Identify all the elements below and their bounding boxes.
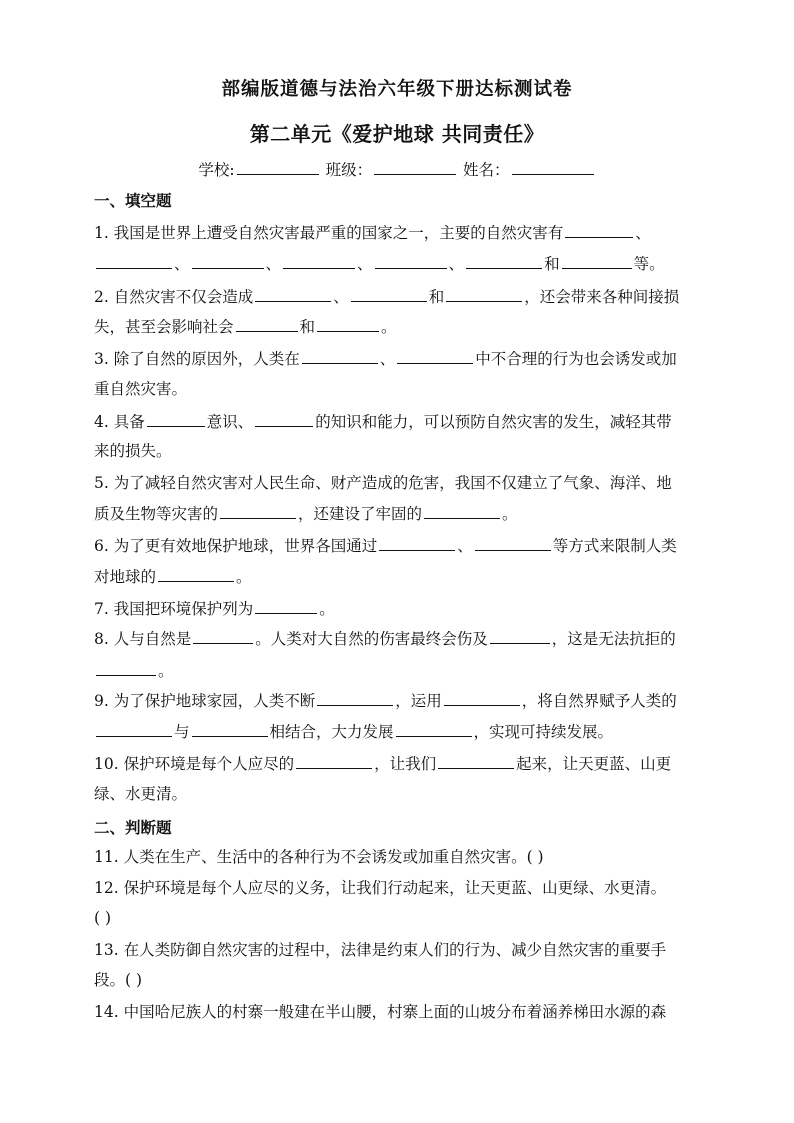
blank[interactable] [236, 316, 298, 332]
question-8-line-1 [94, 628, 714, 649]
q7-text: 7. 我国把环境保护列为 [94, 600, 254, 618]
sep: 、 [333, 288, 349, 306]
question-9-line-2 [94, 721, 714, 742]
question-13-line-1: 13. 在人类防御自然灾害的过程中，法律是约束人们的行为、减少自然灾害的重要手 [94, 941, 667, 959]
sep: 、 [357, 255, 373, 273]
blank[interactable] [255, 598, 317, 614]
question-11: 11. 人类在生产、生活中的各种行为不会诱发或加重自然灾害。( ) [94, 848, 544, 866]
and-text: 和 [544, 255, 560, 273]
question-10-line-1 [94, 753, 714, 774]
end-text: 。 [381, 318, 397, 336]
name-label: 姓名： [463, 161, 510, 179]
blank[interactable] [446, 286, 522, 302]
blank[interactable] [96, 721, 172, 737]
blank[interactable] [255, 411, 313, 427]
blank[interactable] [475, 535, 551, 551]
q6-text-end: 等方式来限制人类 [552, 537, 677, 555]
blank[interactable] [296, 753, 372, 769]
blank[interactable] [317, 316, 379, 332]
sep: 、 [265, 255, 282, 273]
blank[interactable] [96, 253, 172, 269]
student-info-row [0, 158, 794, 180]
unit-title: 第二单元《爱护地球 共同责任》 [249, 122, 545, 146]
q4-text: 4. 具备 [94, 413, 145, 431]
q10-text: 10. 保护环境是每个人应尽的 [94, 755, 295, 773]
with-text: 与 [174, 723, 190, 741]
end-text: 。 [502, 505, 518, 523]
blank[interactable] [565, 222, 633, 238]
question-3-line-1 [94, 348, 714, 369]
q10-text-end: 起来，让天更蓝、山更 [516, 755, 672, 773]
question-6-line-1 [94, 535, 714, 556]
and-text: 和 [428, 288, 445, 306]
blank[interactable] [96, 660, 156, 676]
blank[interactable] [220, 503, 296, 519]
q8-text: 8. 人与自然是 [94, 630, 192, 648]
q4-mid: 意识、 [206, 413, 254, 431]
sep: 、 [457, 537, 473, 555]
q4-text-end: 的知识和能力，可以预防自然灾害的发生，减轻其带 [315, 413, 672, 431]
q8-mid: 。人类对大自然的伤害最终会伤及 [255, 630, 488, 648]
q9-mid-2: 相结合，大力发展 [269, 723, 394, 741]
q6-text-2: 对地球的 [94, 568, 157, 586]
blank[interactable] [317, 690, 393, 706]
question-9-line-1 [94, 690, 714, 711]
blank[interactable] [562, 253, 632, 269]
q5-mid: ，还建设了牢固的 [298, 505, 423, 523]
question-2-line-2 [94, 316, 714, 337]
question-7 [94, 598, 714, 619]
end-text: 等。 [633, 255, 665, 273]
name-blank[interactable] [512, 159, 594, 175]
q9-text-end-2: ，实现可持续发展。 [473, 723, 614, 741]
blank[interactable] [283, 253, 355, 269]
q1-sep: 、 [635, 224, 651, 242]
blank[interactable] [147, 411, 205, 427]
q9-mid: ，运用 [395, 692, 442, 710]
q10-mid: ，让我们 [374, 755, 437, 773]
question-1-line-1 [94, 222, 714, 243]
q1-text: 1. 我国是世界上遭受自然灾害最严重的国家之一，主要的自然灾害有 [94, 224, 564, 242]
q2-text-end: ，还会带来各种间接损 [524, 288, 680, 306]
question-4-line-1 [94, 411, 714, 432]
section-judge: 二、判断题 [94, 818, 172, 837]
and-text: 和 [299, 318, 316, 336]
q3-text: 3. 除了自然的原因外，人类在 [94, 350, 300, 368]
paper-title: 部编版道德与法治六年级下册达标测试卷 [221, 79, 573, 100]
q2-text: 2. 自然灾害不仅会造成 [94, 288, 254, 306]
question-6-line-2 [94, 566, 714, 587]
question-4-line-2: 来的损失。 [94, 442, 172, 460]
question-3-line-2: 重自然灾害。 [94, 380, 188, 398]
end-text: 。 [319, 600, 335, 618]
q9-text-end: ，将自然界赋予人类的 [521, 692, 677, 710]
question-8-line-2 [94, 660, 714, 681]
blank[interactable] [396, 721, 472, 737]
blank[interactable] [351, 286, 427, 302]
question-5-line-1: 5. 为了减轻自然灾害对人民生命、财产造成的危害，我国不仅建立了气象、海洋、地 [94, 474, 672, 492]
sep: 、 [379, 350, 396, 368]
q3-text-end: 中不合理的行为也会诱发或加 [475, 350, 677, 368]
question-10-line-2: 绿、水更清。 [94, 785, 188, 803]
school-blank[interactable] [237, 159, 319, 175]
blank[interactable] [193, 628, 253, 644]
q6-text: 6. 为了更有效地保护地球，世界各国通过 [94, 537, 378, 555]
question-2-line-1 [94, 286, 714, 307]
blank[interactable] [302, 348, 378, 364]
blank[interactable] [255, 286, 331, 302]
q9-text: 9. 为了保护地球家园，人类不断 [94, 692, 316, 710]
end-text: 。 [158, 662, 174, 680]
blank[interactable] [438, 753, 514, 769]
question-5-line-2 [94, 503, 714, 524]
question-1-line-2 [94, 253, 714, 274]
blank[interactable] [375, 253, 447, 269]
q5-text: 质及生物等灾害的 [94, 505, 219, 523]
question-13-line-2: 段。( ) [94, 971, 143, 989]
blank[interactable] [192, 253, 264, 269]
blank[interactable] [192, 721, 268, 737]
class-blank[interactable] [374, 159, 456, 175]
q2-text-2: 失，甚至会影响社会 [94, 318, 234, 336]
sep: 、 [174, 255, 190, 273]
blank[interactable] [424, 503, 500, 519]
blank[interactable] [466, 253, 542, 269]
end-text: 。 [236, 568, 252, 586]
question-12-line-1: 12. 保护环境是每个人应尽的义务，让我们行动起来，让天更蓝、山更绿、水更清。 [94, 879, 667, 897]
school-label: 学校: [198, 161, 235, 179]
section-fill-in: 一、填空题 [94, 191, 172, 210]
sep: 、 [448, 255, 465, 273]
blank[interactable] [444, 690, 520, 706]
class-label: 班级： [325, 161, 373, 179]
question-12-answer[interactable]: ( ) [94, 909, 112, 927]
question-14-line-1: 14. 中国哈尼族人的村寨一般建在半山腰，村寨上面的山坡分布着涵养梯田水源的森 [94, 1003, 667, 1021]
blank[interactable] [490, 628, 550, 644]
blank[interactable] [379, 535, 455, 551]
blank[interactable] [158, 566, 234, 582]
blank[interactable] [397, 348, 473, 364]
q8-text-end: ，这是无法抗拒的 [551, 630, 676, 648]
